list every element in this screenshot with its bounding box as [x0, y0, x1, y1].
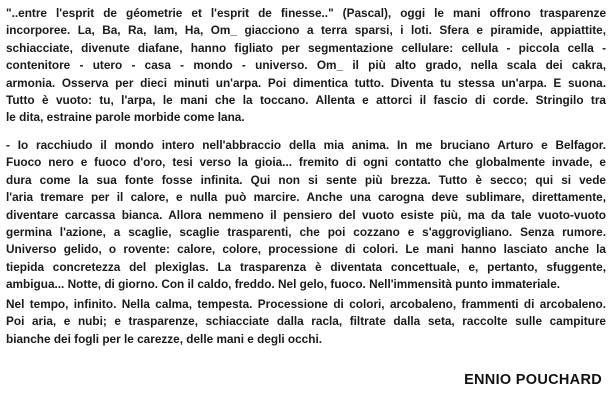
text-line: Nel tempo, infinito. Nella calma, tempesta. Processione di colori, arcobaleno, frammenti di arcobaleno.	[6, 297, 606, 311]
text-line: schiacciate, divenute diafane, hanno figliato per segmentazione cellulare: cellula - piccola cella -	[6, 40, 606, 55]
text-line: Poi aria, e nubi; e trasparenze, schiacciate dalla racla, filtrate dalla seta, raccolte sulle campiture	[6, 314, 606, 329]
paragraph-1	[6, 5, 606, 127]
text-line: diventare carcassa bianca. Allora nemmeno il pensiero del vuoto esiste più, ma da tale vuoto-vuoto	[6, 207, 606, 222]
text-line: Tutto è vuoto: tu, l'arpa, le mani che la toccano. Allenta e attorci il fascio di corde. Stringilo tra	[6, 93, 606, 108]
text-line: bianche dei fogli per le carezze, delle mani e degli occhi.	[6, 331, 322, 346]
text-line: "..entre l'esprit de géometrie et l'esprit de finesse.." (Pascal), oggi le mani offrono trasparenze	[6, 6, 606, 20]
text-line: armonia. Osserva per dieci minuti un'arpa. Poi dimentica tutto. Diventa tu stessa un'arpa. E suona.	[6, 75, 606, 90]
author-signature: ENNIO POUCHARD	[464, 372, 602, 388]
text-line: le dita, estraine parole morbide come lana.	[6, 110, 245, 125]
text-line: germina l'azione, a scaglie, scaglie trasparenti, che poi cozzano e s'aggrovigliano. Senza rumore.	[6, 225, 606, 240]
text-line: Universo gelido, o rovente: calore, colore, processione di colori. Le mani hanno lasciato anche la	[6, 242, 606, 257]
text-line: - Io racchiudo il mondo intero nell'abbraccio della mia anima. In me bruciano Arturo e Belfagor.	[6, 138, 606, 152]
paragraph-2	[6, 137, 606, 294]
text-line: dura come la sua fonte fosse infinita. Qui non si sente più brezza. Tutto è secco; qui si vede	[6, 172, 606, 187]
paragraph-3	[6, 296, 606, 348]
text-line: Fuoco nero e fuoco d'oro, tesi verso la gioia... fremito di ogni contatto che globalmente invade, e	[6, 155, 606, 170]
text-line: ambigua... Notte, di giorno. Con il caldo, freddo. Nel gelo, fuoco. Nell'immensità punto immateriale.	[6, 277, 561, 292]
text-line: incorporee. La, Ba, Ra, Iam, Ha, Om_ giacciono a terra sparsi, i loti. Sfera e piramide, appiattite,	[6, 23, 606, 38]
text-line: contenitore - utero - casa - mondo - universo. Om_ il più alto grado, nella scala dei cakra,	[6, 58, 606, 73]
text-line: tiepida concretezza del plexiglas. La trasparenza è diventata concettuale, e, pertanto, sfuggente,	[6, 259, 606, 274]
text-line: l'aria tremare per il calore, e nulla può marcire. Anche una carogna deve sublimare, direttamente,	[6, 190, 606, 205]
